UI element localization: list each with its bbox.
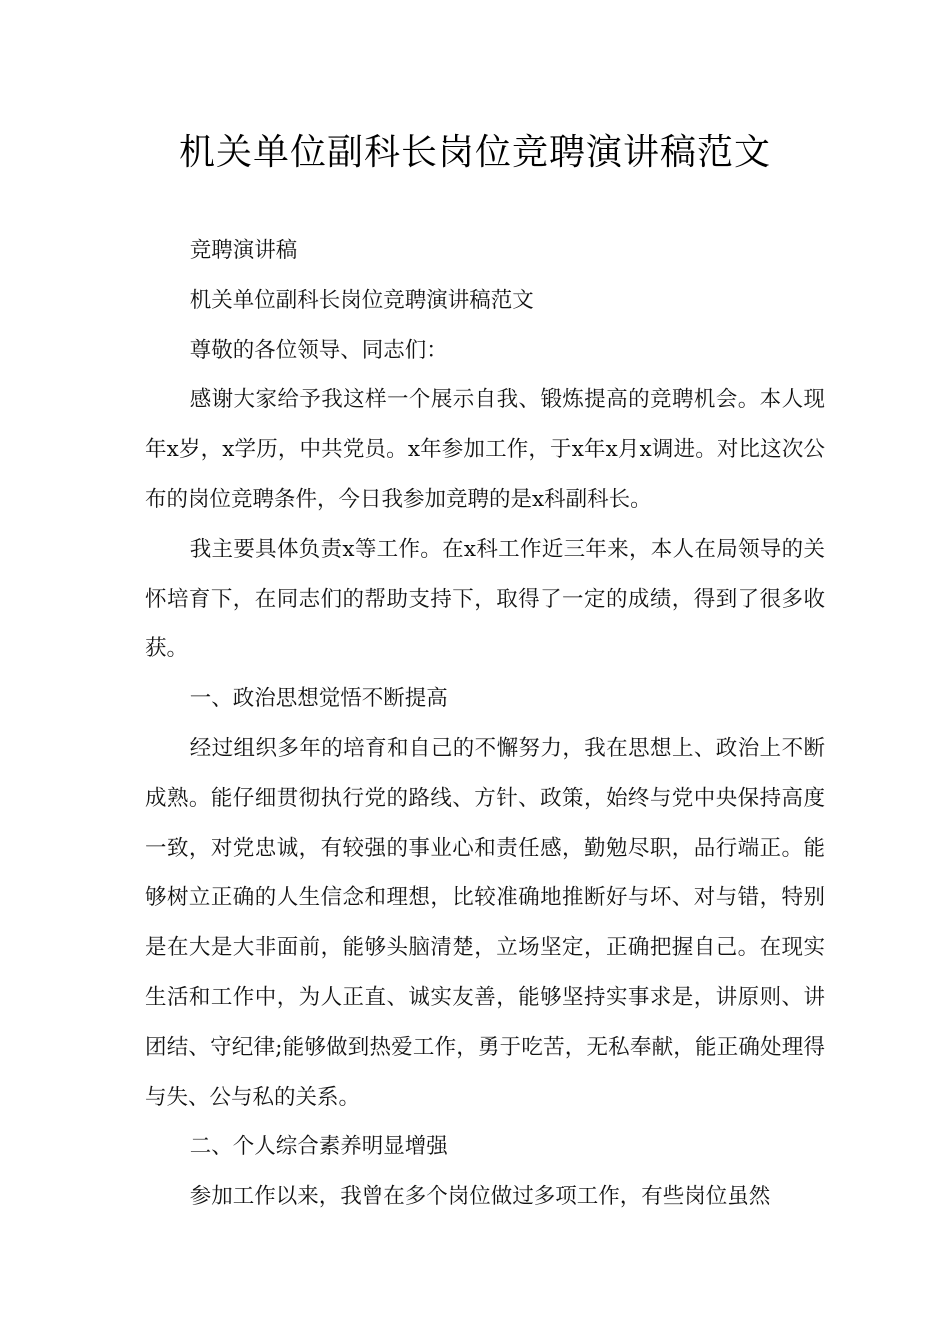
- paragraph-subtitle: 竞聘演讲稿: [189, 238, 298, 263]
- section-heading-political: 一、政治思想觉悟不断提高: [189, 686, 448, 712]
- paragraph-political: 经过组织多年的培育和自己的不懈努力，我在思想上、政治上不断成熟。能仔细贯彻执行党的路线、方针、政策，始终与党中央保持高度一致，对党忠诚，有较强的事业心和责任感，勤勉尽职，品行端正。能够树立正确的人生信念和理想，比较准确地推断好与坏、对与错，特别是在大是大非面前，能够头脑清楚，立场坚定，正确把握自己。在现实生活和工作中，为人正直、诚实友善，能够坚持实事求是，讲原则、讲团结、守纪律;能够做到热爱工作，勇于吃苦，无私奉献，能正确处理得与失、公与私的关系。: [145, 735, 825, 1110]
- paragraph-salutation: 尊敬的各位领导、同志们：: [189, 337, 448, 363]
- document-title: 机关单位副科长岗位竞聘演讲稿范文: [178, 132, 771, 173]
- document-body: [145, 226, 825, 1222]
- paragraph-personal: 参加工作以来，我曾在多个岗位做过多项工作，有些岗位虽然: [189, 1184, 771, 1210]
- section-heading-personal: 二、个人综合素养明显增强: [189, 1134, 448, 1160]
- paragraph-heading: 机关单位副科长岗位竞聘演讲稿范文: [189, 287, 534, 313]
- paragraph-introduction: 感谢大家给予我这样一个展示自我、锻炼提高的竞聘机会。本人现年x岁，x学历，中共党员。x年参加工作，于x年x月x调进。对比这次公布的岗位竞聘条件，今日我参加竞聘的是x科副科长。: [145, 387, 825, 512]
- paragraph-responsibilities: 我主要具体负责x等工作。在x科工作近三年来，本人在局领导的关怀培育下，在同志们的帮助支持下，取得了一定的成绩，得到了很多收获。: [145, 536, 825, 662]
